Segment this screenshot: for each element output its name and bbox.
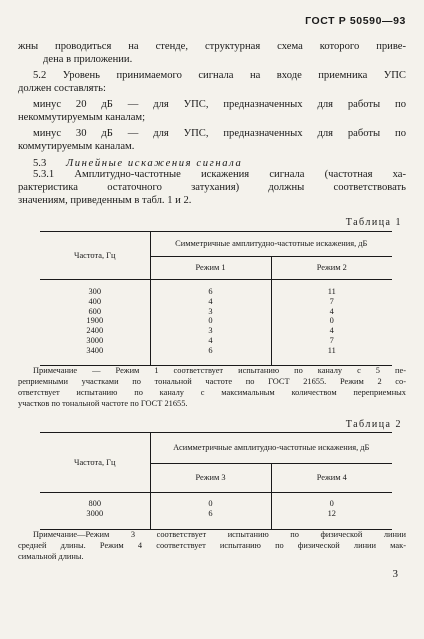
- paragraph-line: должен составлять:: [18, 83, 106, 94]
- table-cell: 12: [327, 508, 336, 518]
- note-line: Примечание — Режим 1 соответствует испытанию по каналу с 5 пе-: [33, 366, 406, 375]
- table-cell: 3: [208, 306, 213, 316]
- table-cell: 6: [208, 287, 213, 296]
- column-header-mode-3: Режим 3: [150, 464, 271, 493]
- table-cell: 400: [88, 296, 102, 306]
- table-2: [40, 432, 392, 530]
- table-cell: 4: [329, 306, 334, 316]
- note-line: ответствует испытанию по каналу с максимальным количеством переприемных: [18, 388, 406, 397]
- note-line: симальной длины.: [18, 552, 84, 561]
- table-cell: 2400: [86, 326, 104, 336]
- table-1: [40, 231, 392, 366]
- note-line: участков по тональной частоте по ГОСТ 21655.: [18, 399, 188, 408]
- table-cell: 6: [208, 508, 213, 518]
- column-header-frequency: Частота, Гц: [40, 232, 150, 280]
- paragraph-line: значениям, приведенным в табл. 1 и 2.: [18, 195, 192, 206]
- table-cell: 11: [327, 287, 336, 296]
- column-header-mode-1: Режим 1: [150, 257, 271, 280]
- mode-1-column: [150, 280, 271, 366]
- column-header-frequency: Частота, Гц: [40, 433, 150, 493]
- table-cell: 3000: [86, 335, 104, 345]
- table-cell: 4: [208, 335, 213, 345]
- mode-3-column: [150, 493, 271, 530]
- table-caption: Таблица 2: [345, 419, 402, 430]
- table-cell: 0: [329, 499, 334, 508]
- table-cell: 3000: [86, 508, 104, 518]
- column-group-header: Асимметричные амплитудно-частотные искажения, дБ: [150, 433, 392, 464]
- note-line: реприемными участками по тональной частоте по ГОСТ 21655. Режим 2 со-: [18, 377, 406, 386]
- frequency-column: [40, 280, 150, 366]
- table-cell: 4: [329, 326, 334, 336]
- column-header-mode-2: Режим 2: [271, 257, 392, 280]
- paragraph-line: коммутируемым каналам.: [18, 141, 135, 152]
- paragraph-line: минус 30 дБ — для УПС, предназначенных для работы по: [33, 128, 406, 139]
- table-cell: 7: [329, 296, 334, 306]
- table-cell: 7: [329, 335, 334, 345]
- paragraph-line: некоммутируемым каналам;: [18, 112, 146, 123]
- note-line: средней длины. Режим 4 соответствует испытанию по физической линии мак-: [18, 541, 406, 550]
- paragraph-line: 5.3.1 Амплитудно-частотные искажения сигнала (частотная ха-: [33, 169, 406, 180]
- column-group-header: Симметричные амплитудно-частотные искажения, дБ: [150, 232, 392, 257]
- table-cell: 300: [88, 287, 102, 296]
- column-header-mode-4: Режим 4: [271, 464, 392, 493]
- table-caption: Таблица 1: [345, 217, 402, 228]
- document-header: ГОСТ Р 50590—93: [305, 15, 406, 27]
- table-cell: 0: [208, 499, 213, 508]
- table-cell: 11: [327, 345, 336, 355]
- table-cell: 800: [88, 499, 102, 508]
- table-cell: 3400: [86, 345, 104, 355]
- paragraph-line: жны проводиться на стенде, структурная схема которого приве-: [18, 41, 406, 52]
- table-cell: 1900: [86, 316, 104, 326]
- mode-4-column: [271, 493, 392, 530]
- table-cell: 600: [88, 306, 102, 316]
- paragraph-line: дена в приложении.: [43, 54, 133, 65]
- paragraph-line: 5.2 Уровень принимаемого сигнала на входе приемника УПС: [33, 70, 406, 81]
- paragraph-line: рактеристика остаточного затухания) должны соответствовать: [18, 182, 406, 193]
- frequency-column: [40, 493, 150, 530]
- section-title: Линейные искажения сигнала: [66, 158, 243, 169]
- paragraph-line: минус 20 дБ — для УПС, предназначенных для работы по: [33, 99, 406, 110]
- section-number: 5.3: [33, 158, 47, 169]
- table-cell: 3: [208, 326, 213, 336]
- page-number: 3: [392, 568, 398, 580]
- table-cell: 0: [329, 316, 334, 326]
- mode-2-column: [271, 280, 392, 366]
- table-cell: 4: [208, 296, 213, 306]
- table-cell: 0: [208, 316, 213, 326]
- table-cell: 6: [208, 345, 213, 355]
- note-line: Примечание—Режим 3 соответствует испытанию по физической линии: [33, 530, 406, 539]
